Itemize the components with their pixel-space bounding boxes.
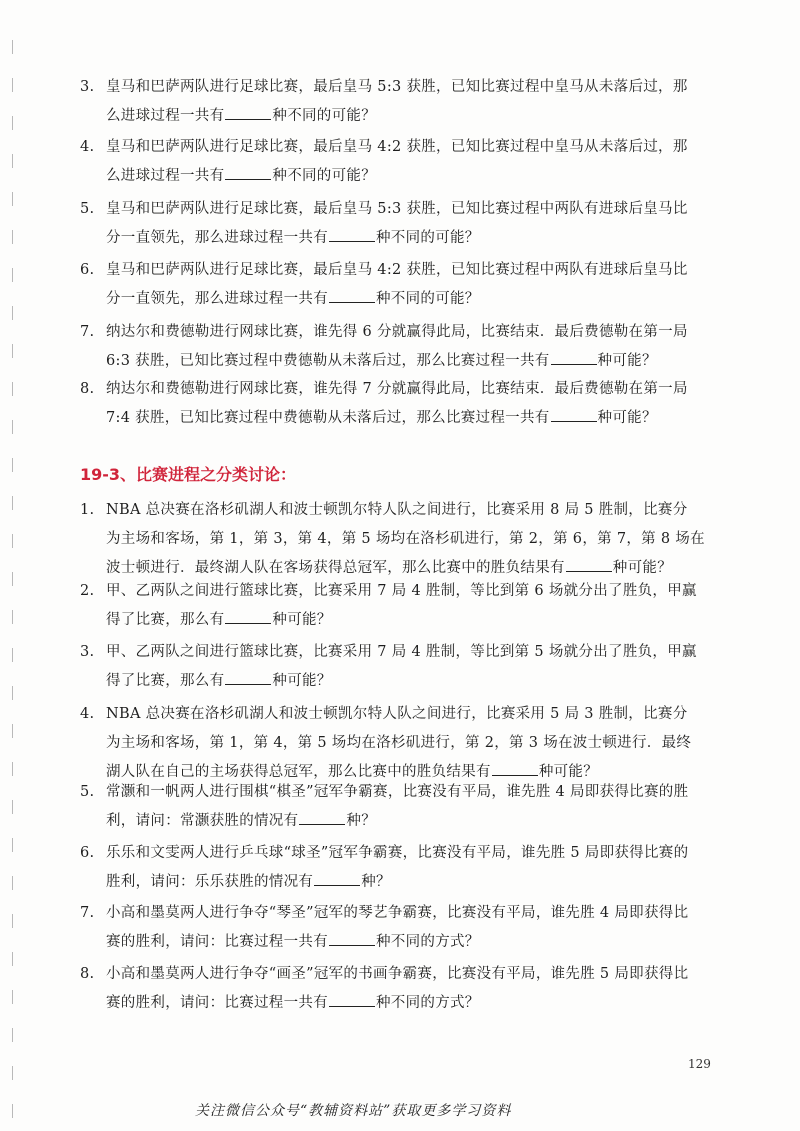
problem-line-part: 分一直领先，那么进球过程一共有 [106,230,328,246]
problem-line: 纳达尔和费德勒进行网球比赛，谁先得 7 分就赢得此局，比赛结束．最后费德勒在第一局 [106,381,688,397]
problem-text [106,375,720,433]
problem-line: 为主场和客场，第 1，第 4，第 5 场均在洛杉矶进行，第 2，第 3 场在波士顿进行．最终 [106,735,692,751]
problem-text [106,318,720,376]
problem-s1-5 [80,195,720,253]
answer-blank[interactable] [566,555,612,572]
problem-line-part: 湖人队在自己的主场获得总冠军，那么比赛中的胜负结果有 [106,764,491,780]
answer-blank[interactable] [329,990,375,1007]
problem-s2-6 [80,839,720,897]
problem-line [106,162,720,191]
problem-number: 1. [80,502,95,518]
problem-line-part: 种不同的可能？ [376,291,480,307]
problem-text [106,256,720,314]
problem-line: 皇马和巴萨两队进行足球比赛，最后皇马 5:3 获胜，已知比赛过程中皇马从未落后过，那 [106,79,688,95]
answer-blank[interactable] [225,668,271,685]
problem-line [106,285,720,314]
answer-blank[interactable] [225,163,271,180]
problem-line [106,347,720,376]
problem-number: 4. [80,706,95,722]
problem-line-part: 种？ [346,813,377,829]
problem-line-part: 7:4 获胜，已知比赛过程中费德勒从未落后过，那么比赛过程一共有 [106,410,550,426]
problem-line: 纳达尔和费德勒进行网球比赛，谁先得 6 分就赢得此局，比赛结束．最后费德勒在第一局 [106,324,688,340]
problem-line: NBA 总决赛在洛杉矶湖人和波士顿凯尔特人队之间进行，比赛采用 5 局 3 胜制，比赛分 [106,706,688,722]
problem-s2-5 [80,778,720,836]
answer-blank[interactable] [329,286,375,303]
problem-line-part: 波士顿进行．最终湖人队在客场获得总冠军，那么比赛中的胜负结果有 [106,560,565,576]
problem-line: 小高和墨莫两人进行争夺“琴圣”冠军的琴艺争霸赛，比赛没有平局，谁先胜 4 局即获得比 [106,905,689,921]
problem-s2-2 [80,577,720,635]
answer-blank[interactable] [551,348,597,365]
problem-line-part: 得了比赛，那么有 [106,612,225,628]
answer-blank[interactable] [299,808,345,825]
problem-number: 7. [80,905,95,921]
problem-number: 3. [80,79,95,95]
problem-line-part: 赛的胜利，请问：比赛过程一共有 [106,995,328,1011]
problem-s2-1 [80,496,720,583]
problem-line: 甲、乙两队之间进行篮球比赛，比赛采用 7 局 4 胜制，等比到第 6 场就分出了胜负，甲赢 [106,583,697,599]
problem-text [106,133,720,191]
problem-number: 8. [80,966,95,982]
problem-line-part: 赛的胜利，请问：比赛过程一共有 [106,934,328,950]
answer-blank[interactable] [329,225,375,242]
problem-line [106,989,720,1018]
problem-line: 为主场和客场，第 1，第 3，第 4，第 5 场均在洛杉矶进行，第 2，第 6，第 7，第 8 场在 [106,531,705,547]
page-number: 129 [688,1057,711,1071]
problem-text [106,73,720,131]
problem-line [106,928,720,957]
problem-text [106,960,720,1018]
problem-number: 5. [80,201,95,217]
problem-line-part: 种可能？ [612,560,672,576]
problem-line [106,404,720,433]
problem-s1-7 [80,318,720,376]
section-title: 19-3、比赛进程之分类讨论： [80,465,297,484]
problem-s1-8 [80,375,720,433]
problem-line-part: 利，请问：常灏获胜的情况有 [106,813,299,829]
problem-line-part: 种不同的可能？ [376,230,480,246]
problem-number: 5. [80,784,95,800]
problem-number: 2. [80,583,95,599]
problem-text [106,195,720,253]
problem-text [106,638,720,696]
problem-s1-4 [80,133,720,191]
problem-text [106,496,720,583]
problem-line: 小高和墨莫两人进行争夺“画圣”冠军的书画争霸赛，比赛没有平局，谁先胜 5 局即获得比 [106,966,689,982]
problem-line: 皇马和巴萨两队进行足球比赛，最后皇马 4:2 获胜，已知比赛过程中皇马从未落后过，那 [106,139,688,155]
problem-number: 6. [80,262,95,278]
problem-number: 6. [80,845,95,861]
problem-line-part: 种不同的可能？ [272,108,377,124]
problem-line-part: 种可能？ [538,764,599,780]
problem-line [106,224,720,253]
answer-blank[interactable] [329,929,375,946]
problem-number: 4. [80,139,95,155]
binding-margin-marks [8,40,22,1120]
problem-text [106,577,720,635]
problem-line: 常灏和一帆两人进行围棋“棋圣”冠军争霸赛，比赛没有平局，谁先胜 4 局即获得比赛的胜 [106,784,689,800]
problem-line-part: 胜利，请问：乐乐获胜的情况有 [106,874,314,890]
problem-number: 3. [80,644,95,660]
problem-line: 乐乐和文雯两人进行乒乓球“球圣”冠军争霸赛，比赛没有平局，谁先胜 5 局即获得比赛的 [106,845,689,861]
problem-line-part: 种？ [361,874,391,890]
problem-text [106,700,720,787]
problem-s2-3 [80,638,720,696]
answer-blank[interactable] [225,103,271,120]
problem-text [106,839,720,897]
problem-s1-6 [80,256,720,314]
answer-blank[interactable] [551,405,597,422]
problem-s2-7 [80,899,720,957]
problem-line-part: 种可能？ [272,673,332,689]
problem-line-part: 种不同的方式？ [376,995,480,1011]
problem-line [106,667,720,696]
problem-line-part: 种不同的方式？ [376,934,480,950]
problem-line-part: 种可能？ [597,410,657,426]
problem-line-part: 6:3 获胜，已知比赛过程中费德勒从未落后过，那么比赛过程一共有 [106,353,550,369]
problem-line-part: 么进球过程一共有 [106,168,225,184]
answer-blank[interactable] [225,607,271,624]
problem-line-part: 得了比赛，那么有 [106,673,225,689]
problem-line-part: 种可能？ [597,353,657,369]
problem-line: 皇马和巴萨两队进行足球比赛，最后皇马 5:3 获胜，已知比赛过程中两队有进球后皇马比 [106,201,688,217]
problem-number: 7. [80,324,95,340]
answer-blank[interactable] [314,869,360,886]
problem-line [106,868,720,897]
problem-text [106,899,720,957]
problem-line-part: 种不同的可能？ [272,168,377,184]
problem-line [106,102,720,131]
problem-line: 皇马和巴萨两队进行足球比赛，最后皇马 4:2 获胜，已知比赛过程中两队有进球后皇马比 [106,262,688,278]
problem-line [106,807,720,836]
problem-s2-8 [80,960,720,1018]
problem-line: 甲、乙两队之间进行篮球比赛，比赛采用 7 局 4 胜制，等比到第 5 场就分出了胜负，甲赢 [106,644,697,660]
answer-blank[interactable] [492,759,538,776]
problem-line-part: 么进球过程一共有 [106,108,225,124]
problem-line [106,606,720,635]
problem-s1-3 [80,73,720,131]
problem-s2-4 [80,700,720,787]
problem-line: NBA 总决赛在洛杉矶湖人和波士顿凯尔特人队之间进行，比赛采用 8 局 5 胜制，比赛分 [106,502,688,518]
problem-line-part: 种可能？ [272,612,332,628]
footer-watermark-text: 关注微信公众号“教辅资料站”获取更多学习资料 [195,1103,512,1119]
problem-line-part: 分一直领先，那么进球过程一共有 [106,291,328,307]
problem-number: 8. [80,381,95,397]
problem-text [106,778,720,836]
